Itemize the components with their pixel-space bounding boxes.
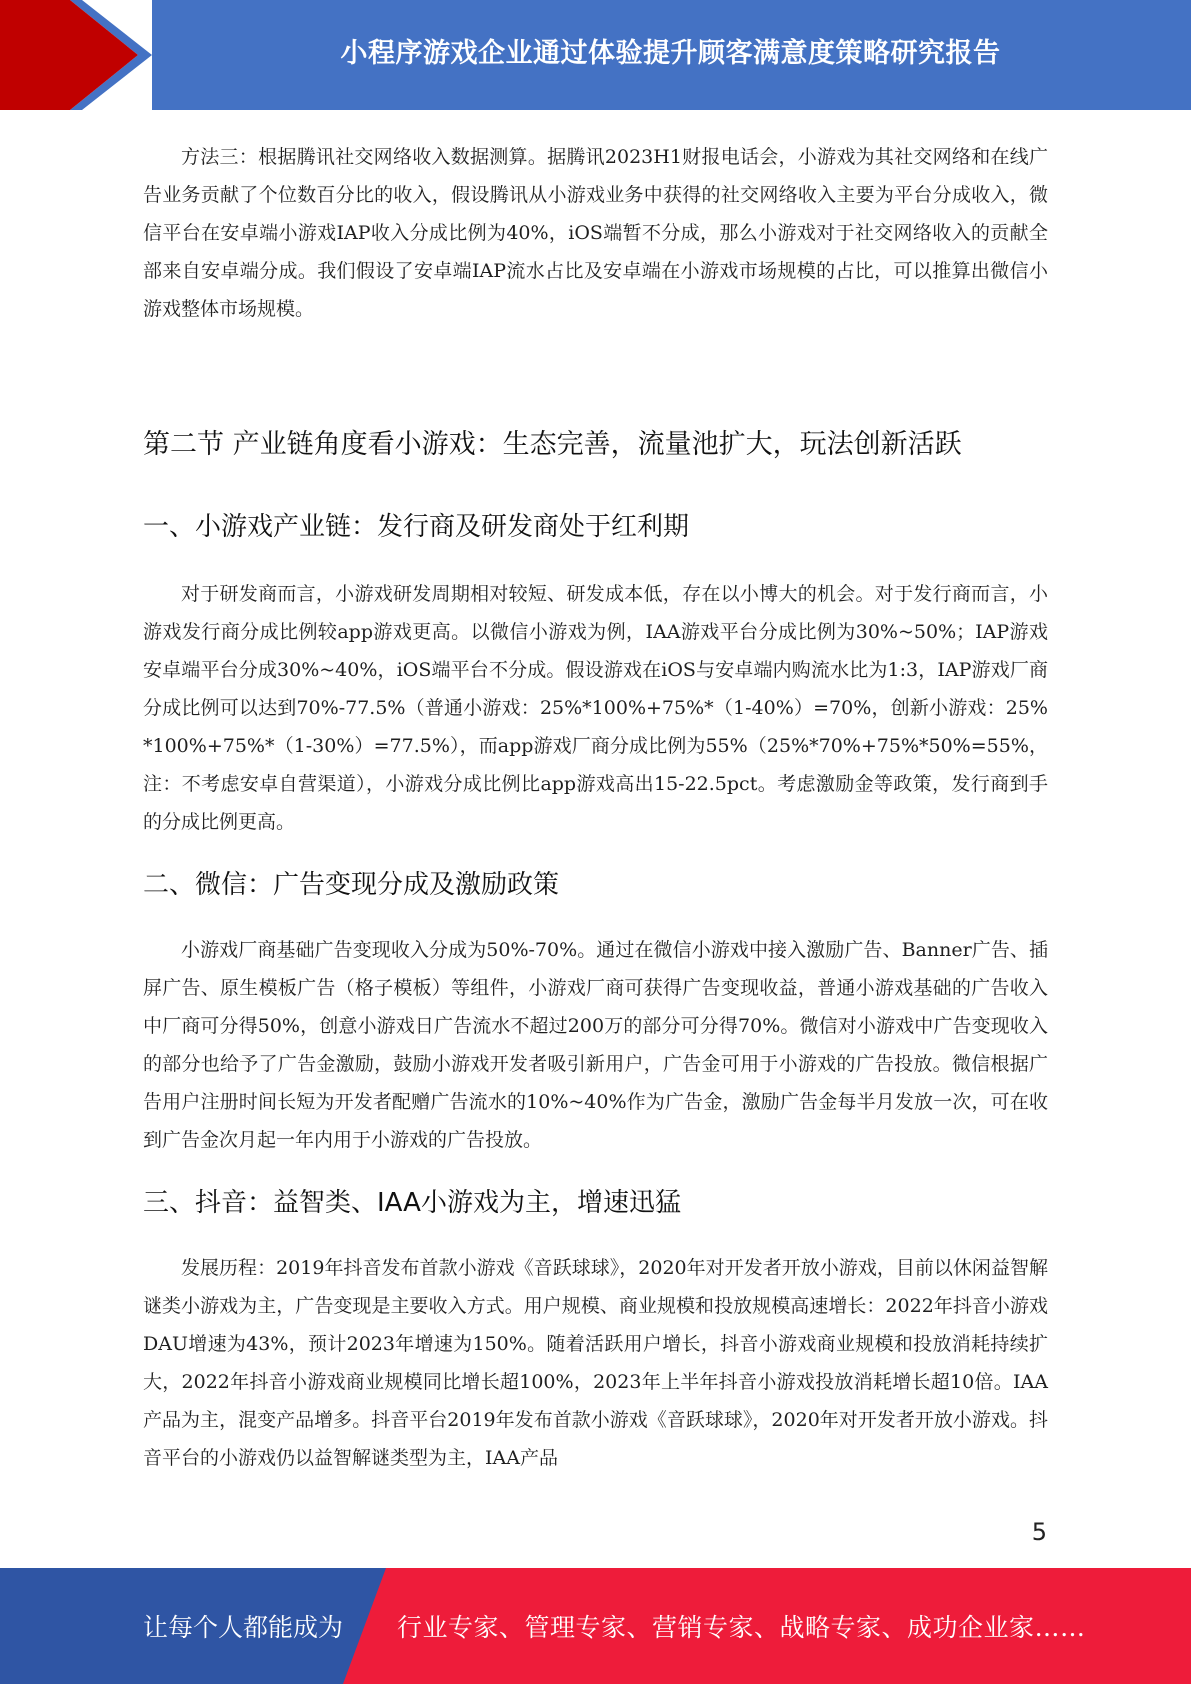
subsection-title-industry-chain: 一、小游戏产业链：发行商及研发商处于红利期 (143, 512, 690, 542)
method-three-paragraph: 方法三：根据腾讯社交网络收入数据测算。据腾讯2023H1财报电话会，小游戏为其社交网络和在线广告业务贡献了个位数百分比的收入，假设腾讯从小游戏业务中获得的社交网络收入主要为平台分成收入，微信平台在安卓端小游戏IAP收入分成比例为40%，iOS端暂不分成，那么小游戏对于社交网络收入的贡献全部来自安卓端分成。我们假设了安卓端IAP流水占比及安卓端在小游戏市场规模的占比，可以推算出微信小游戏整体市场规模。 (143, 146, 1048, 320)
footer-slogan-right: 行业专家、管理专家、营销专家、战略专家、成功企业家…… (397, 1613, 1086, 1642)
header-title: 小程序游戏企业通过体验提升顾客满意度策略研究报告 (340, 37, 1001, 69)
footer-slogan-left: 让每个人都能成为 (143, 1613, 344, 1642)
page-footer (0, 1568, 1191, 1684)
douyin-paragraph: 发展历程：2019年抖音发布首款小游戏《音跃球球》，2020年对开发者开放小游戏，目前以休闲益智解谜类小游戏为主，广告变现是主要收入方式。用户规模、商业规模和投放规模高速增长：2022年抖音小游戏DAU增速为43%，预计2023年增速为150%。随着活跃用户增长，抖音小游戏商业规模和投放消耗持续扩大，2022年抖音小游戏商业规模同比增长超100%，2023年上半年抖音小游戏投放消耗增长超10倍。IAA产品为主，混变产品增多。抖音平台2019年发布首款小游戏《音跃球球》，2020年对开发者开放小游戏。抖音平台的小游戏仍以益智解谜类型为主，IAA产品 (143, 1257, 1048, 1469)
industry-chain-paragraph: 对于研发商而言，小游戏研发周期相对较短、研发成本低，存在以小博大的机会。对于发行商而言，小游戏发行商分成比例较app游戏更高。以微信小游戏为例，IAA游戏平台分成比例为30%~50%；IAP游戏安卓端平台分成30%~40%，iOS端平台不分成。假设游戏在iOS与安卓端内购流水比为1:3，IAP游戏厂商分成比例可以达到70%-77.5%（普通小游戏：25%*100%+75%*（1-40%）=70%，创新小游戏：25%*100%+75%*（1-30%）=77.5%），而app游戏厂商分成比例为55%（25%*70%+75%*50%=55%，注：不考虑安卓自营渠道），小游戏分成比例比app游戏高出15-22.5pct。考虑激励金等政策，发行商到手的分成比例更高。 (143, 583, 1048, 833)
section-title: 第二节 产业链角度看小游戏：生态完善，流量池扩大，玩法创新活跃 (143, 429, 962, 460)
subsection-title-douyin: 三、抖音：益智类、IAA小游戏为主，增速迅猛 (143, 1188, 681, 1218)
main-content (143, 138, 1048, 1477)
wechat-paragraph: 小游戏厂商基础广告变现收入分成为50%-70%。通过在微信小游戏中接入激励广告、Banner广告、插屏广告、原生模板广告（格子模板）等组件，小游戏厂商可获得广告变现收益，普通小游戏基础的广告收入中厂商可分得50%，创意小游戏日广告流水不超过200万的部分可分得70%。微信对小游戏中广告变现收入的部分也给予了广告金激励，鼓励小游戏开发者吸引新用户，广告金可用于小游戏的广告投放。微信根据广告用户注册时间长短为开发者配赠广告流水的10%~40%作为广告金，激励广告金每半月发放一次，可在收到广告金次月起一年内用于小游戏的广告投放。 (143, 939, 1048, 1151)
page-header (0, 0, 1191, 110)
page-number: 5 (1031, 1518, 1047, 1546)
subsection-title-wechat: 二、微信：广告变现分成及激励政策 (143, 870, 560, 900)
